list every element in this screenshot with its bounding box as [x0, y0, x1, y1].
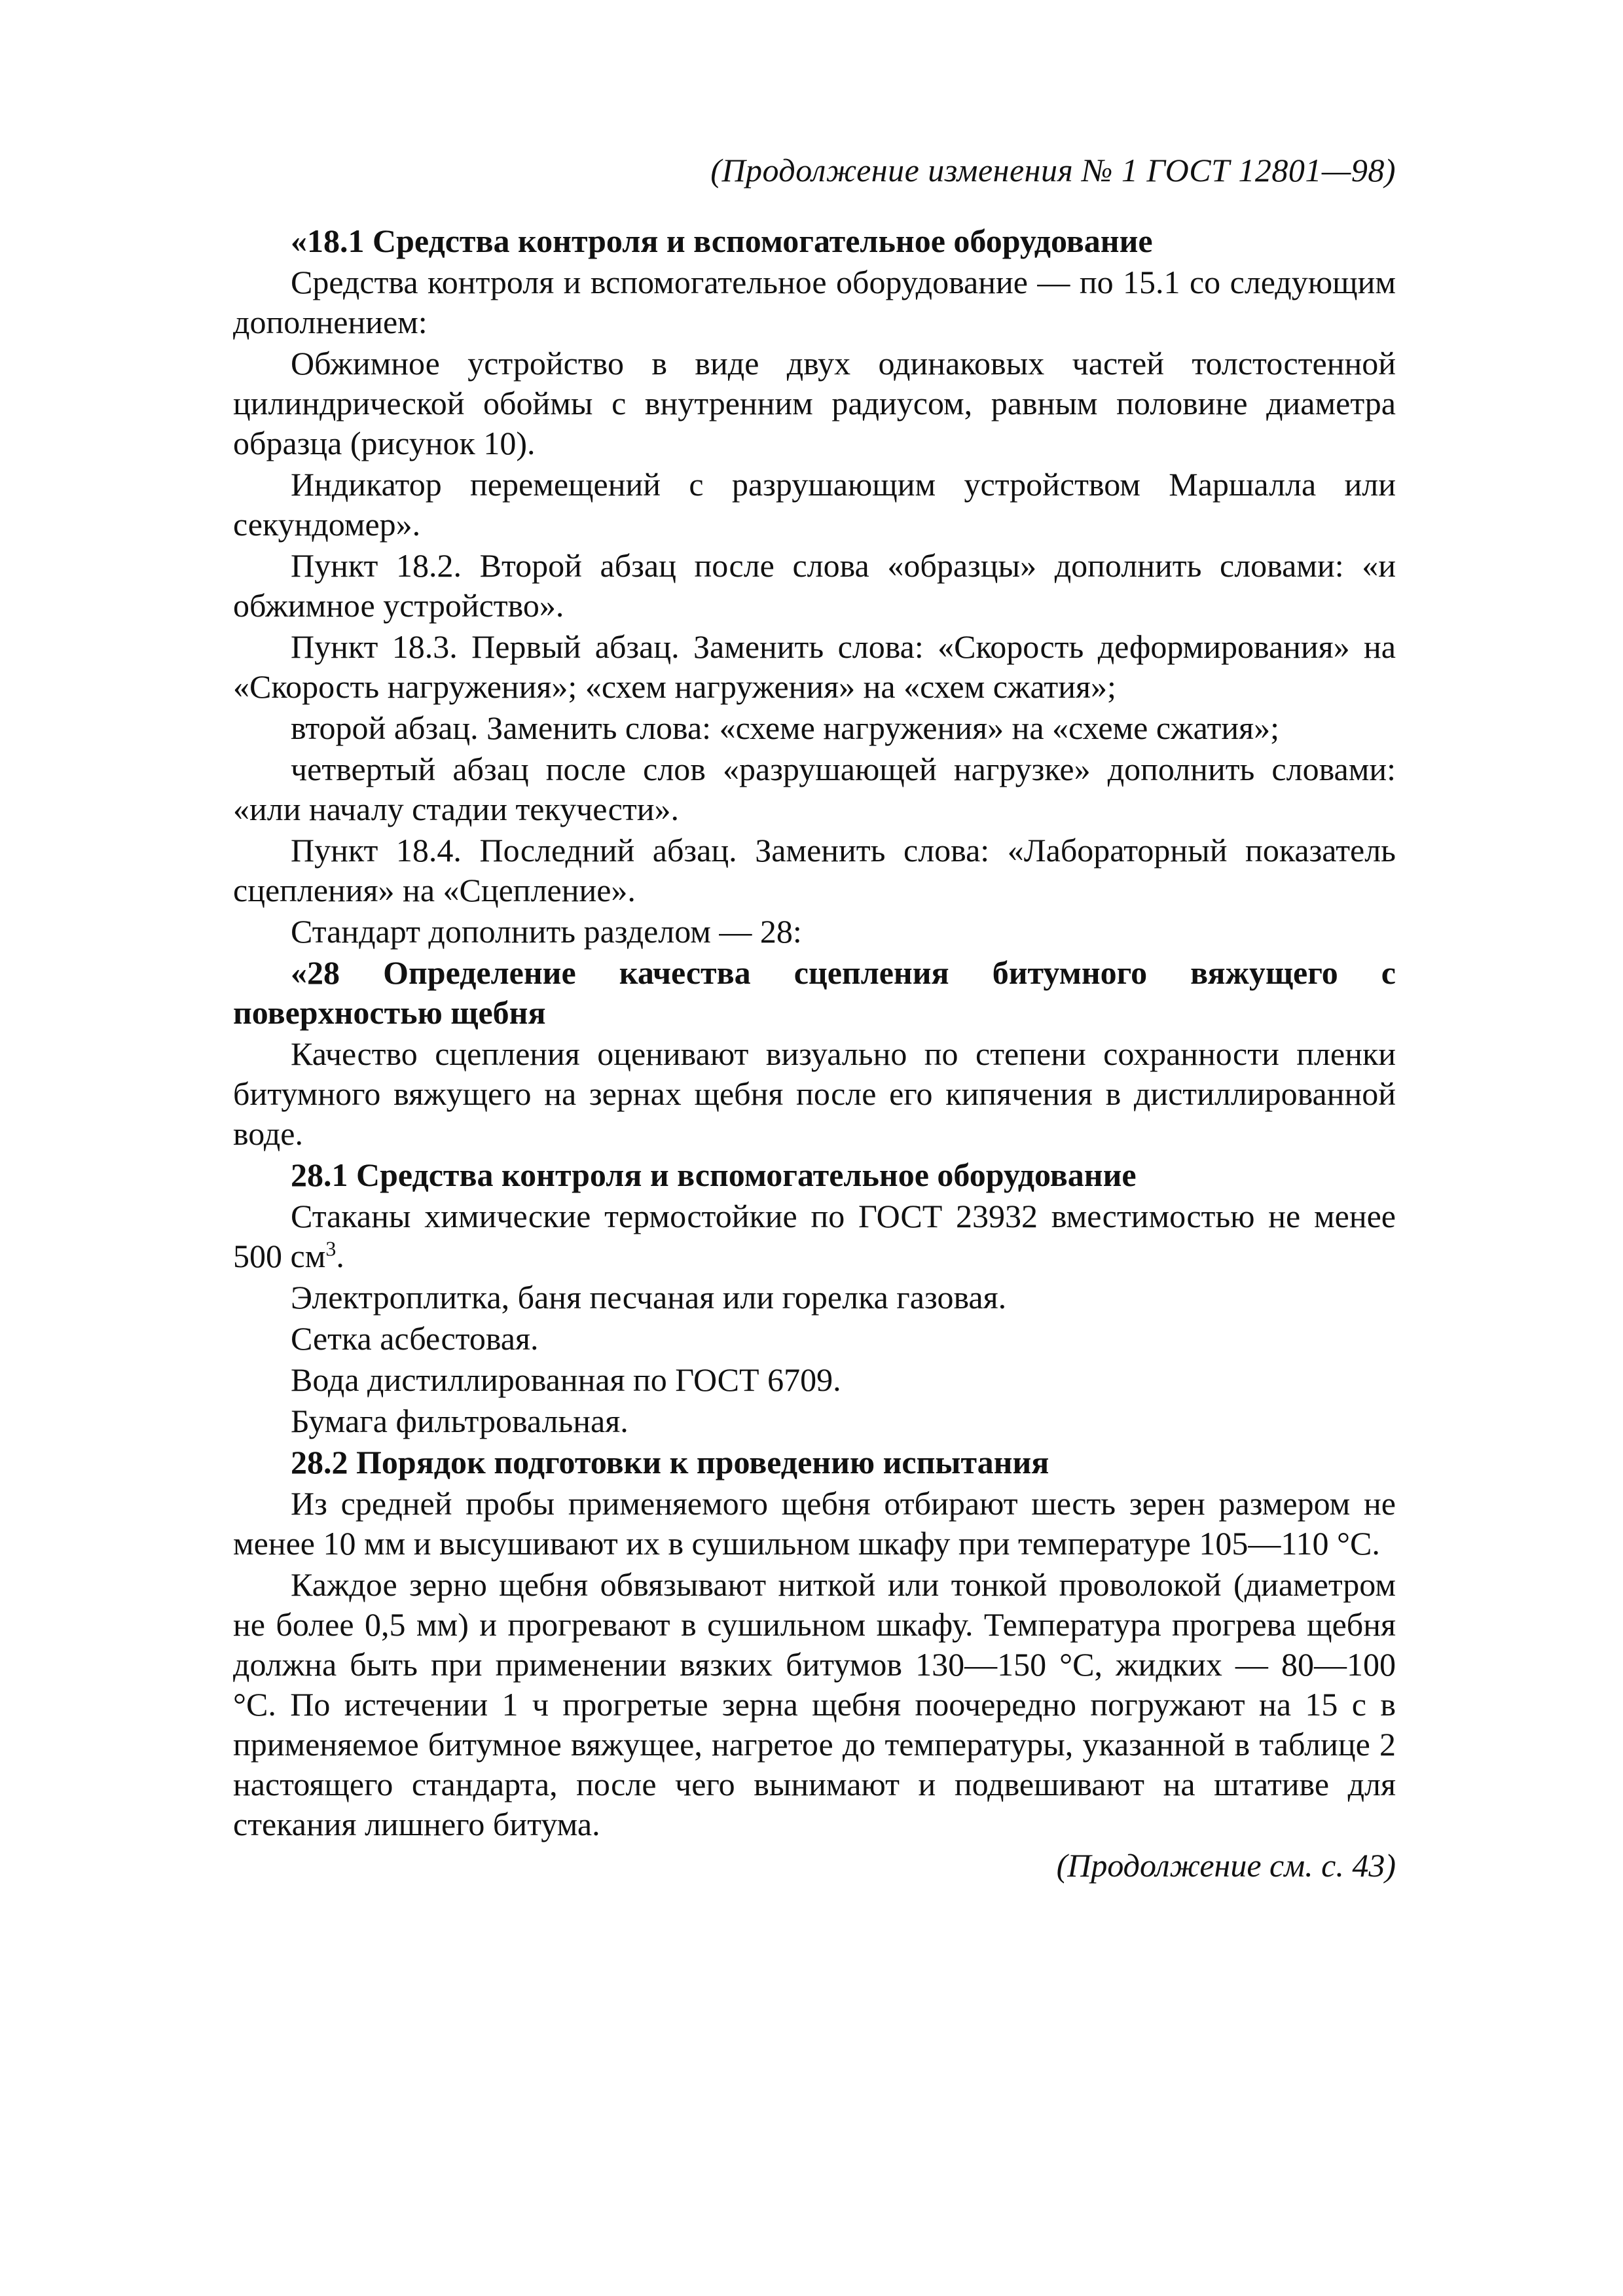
superscript: 3 [325, 1236, 337, 1261]
paragraph: Сетка асбестовая. [291, 1320, 539, 1357]
paragraph: Пункт 18.4. Последний абзац. Заменить слова: «Лабораторный показатель сцепления» на «Сцепление». [233, 832, 1396, 908]
paragraph: Качество сцепления оценивают визуально по степени сохранности пленки битумного вяжущего на зернах щебня после его кипячения в дистиллированной воде. [233, 1035, 1396, 1152]
paragraph: Вода дистиллированная по ГОСТ 6709. [291, 1361, 841, 1398]
paragraph: Средства контроля и вспомогательное оборудование — по 15.1 со следующим дополнением: [233, 264, 1396, 340]
paragraph: Индикатор перемещений с разрушающим устройством Маршалла или секундомер». [233, 466, 1396, 543]
section-heading-28: «28 Определение качества сцепления битумного вяжущего с поверхностью щебня [233, 954, 1396, 1031]
paragraph: Электроплитка, баня песчаная или горелка газовая. [291, 1279, 1007, 1316]
paragraph: Пункт 18.2. Второй абзац после слова «образцы» дополнить словами: «и обжимное устройство». [233, 547, 1396, 624]
paragraph: Каждое зерно щебня обвязывают ниткой или тонкой проволокой (диаметром не более 0,5 мм) и прогревают в сушильном шкафу. Температура прогрева щебня должна быть при применении вязких битумов 130—150 °С, жидких — 80—100 °С. По истечении 1 ч прогретые зерна щебня поочередно погружают на 15 с в применяемое битумное вяжущее, нагретое до температуры, указанной в таблице 2 настоящего стандарта, после чего вынимают и подвешивают на штативе для стекания лишнего битума. [233, 1566, 1396, 1842]
paragraph: Пункт 18.3. Первый абзац. Заменить слова: «Скорость деформирования» на «Скорость нагружения»; «схем нагружения» на «схем сжатия»; [233, 628, 1396, 705]
paragraph-tail: . [336, 1238, 344, 1274]
paragraph: Обжимное устройство в виде двух одинаковых частей толстостенной цилиндрической обоймы с внутренним радиусом, равным половине диаметра образца (рисунок 10). [233, 345, 1396, 461]
running-header: (Продолжение изменения № 1 ГОСТ 12801—98) [710, 152, 1396, 188]
document-page [233, 151, 1396, 1885]
paragraph: Из средней пробы применяемого щебня отбирают шесть зерен размером не менее 10 мм и высушивают их в сушильном шкафу при температуре 105—110 °С. [233, 1485, 1396, 1562]
continuation-note: (Продолжение см. с. 43) [1056, 1847, 1396, 1884]
paragraph-with-superscript [233, 1196, 1396, 1276]
section-heading-28-1: 28.1 Средства контроля и вспомогательное оборудование [291, 1157, 1137, 1193]
section-heading-18-1: «18.1 Средства контроля и вспомогательное оборудование [291, 223, 1153, 259]
paragraph: Бумага фильтровальная. [291, 1403, 629, 1439]
section-heading-28-2: 28.2 Порядок подготовки к проведению испытания [291, 1444, 1049, 1480]
paragraph: Стандарт дополнить разделом — 28: [291, 913, 802, 950]
paragraph: второй абзац. Заменить слова: «схеме нагружения» на «схеме сжатия»; [291, 709, 1280, 746]
paragraph-text: Стаканы химические термостойкие по ГОСТ 23932 вместимостью не менее 500 см [233, 1198, 1396, 1274]
paragraph: четвертый абзац после слов «разрушающей нагрузке» дополнить словами: «или началу стадии текучести». [233, 751, 1396, 827]
